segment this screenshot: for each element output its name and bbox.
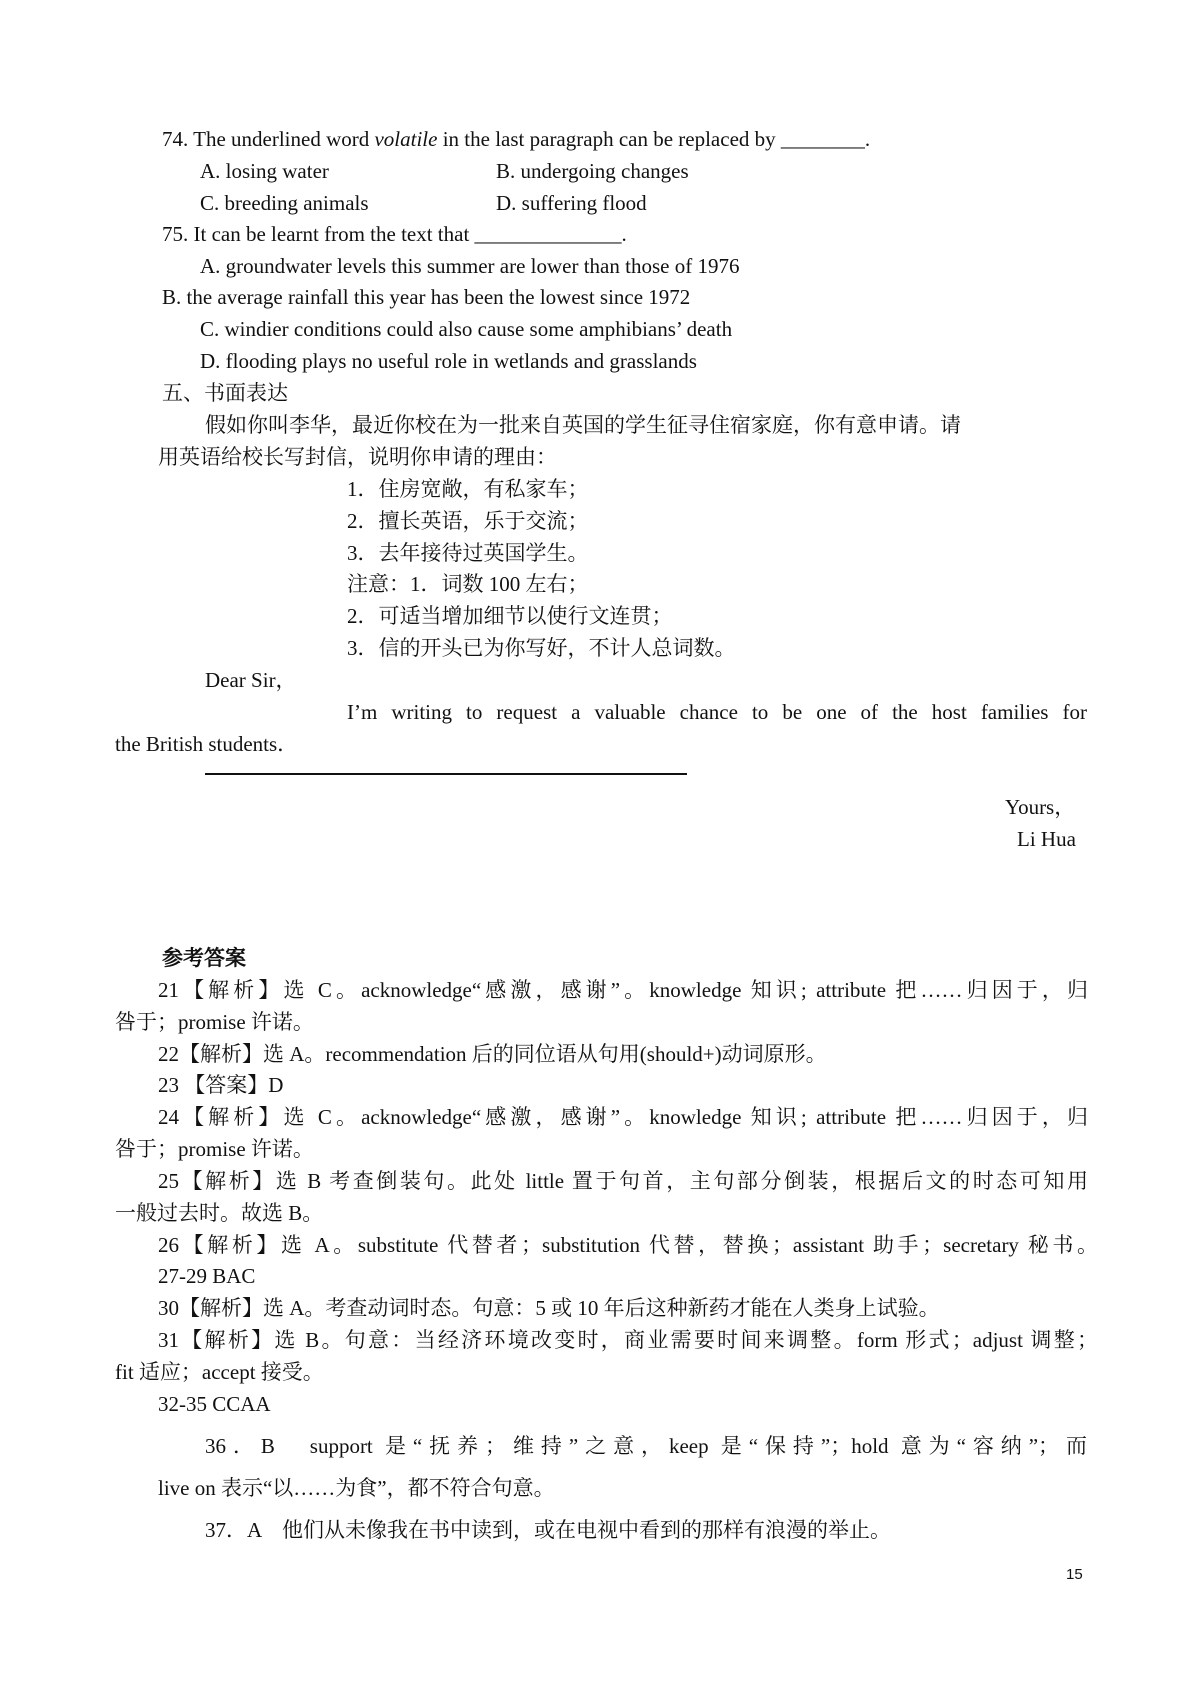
q74-stem-word: volatile (374, 127, 438, 151)
answer-36-line1: 36．B support 是“抚养；维持”之意，keep 是“保持”；hold 意为“容纳”；而 (205, 1434, 1087, 1458)
answer-31-line1: 31【解析】选 B。句意：当经济环境改变时，商业需要时间来调整。form 形式；adjust 调整； (158, 1328, 1098, 1352)
letter-opening-line1: I’m writing to request a valuable chance to be one of the host families for (347, 700, 1087, 724)
q74-stem-before: 74. The underlined word (162, 127, 375, 151)
q74-stem (162, 125, 870, 153)
writing-reason-1: 1．住房宽敞，有私家车； (347, 477, 589, 501)
answer-22: 22【解析】选 A。recommendation 后的同位语从句用(should+)动词原形。 (158, 1042, 827, 1066)
answer-37: 37．A 他们从未像我在书中读到，或在电视中看到的那样有浪漫的举止。 (205, 1518, 892, 1542)
q75-option-c: C. windier conditions could also cause some amphibians’ death (200, 317, 733, 341)
writing-note-3: 3．信的开头已为你写好，不计人总词数。 (347, 636, 736, 660)
answer-23: 23 【答案】D (158, 1073, 284, 1097)
letter-signature: Li Hua (1017, 827, 1076, 851)
q74-option-b: B. undergoing changes (496, 159, 689, 183)
answer-25-line1: 25【解析】选 B 考查倒装句。此处 little 置于句首，主句部分倒装，根据后文的时态可知用 (158, 1169, 1088, 1193)
answer-24-line1: 24【解析】选 C。acknowledge“感激，感谢”。knowledge 知识; attribute 把……归因于，归 (158, 1105, 1088, 1129)
answer-24-line2: 咎于；promise 许诺。 (115, 1137, 314, 1161)
writing-note-1: 注意：1．词数 100 左右； (347, 572, 589, 596)
letter-salutation: Dear Sir， (205, 668, 297, 692)
answer-21-line2: 咎于；promise 许诺。 (115, 1010, 314, 1034)
answer-21-line1: 21【解析】选 C。acknowledge“感激，感谢”。knowledge 知识; attribute 把……归因于，归 (158, 978, 1088, 1002)
q75-stem: 75. It can be learnt from the text that ______________. (162, 222, 627, 246)
q74-stem-after: in the last paragraph can be replaced by ________. (437, 127, 871, 151)
q74-option-a: A. losing water (200, 159, 329, 183)
page-number: 15 (1066, 1566, 1083, 1583)
q75-option-d: D. flooding plays no useful role in wetlands and grasslands (200, 349, 697, 373)
answer-31-line2: fit 适应；accept 接受。 (115, 1360, 324, 1384)
q74-option-c: C. breeding animals (200, 191, 369, 215)
writing-prompt-line2: 用英语给校长写封信，说明你申请的理由： (158, 445, 557, 469)
answer-32-35: 32-35 CCAA (158, 1392, 271, 1416)
q75-option-b: B. the average rainfall this year has been the lowest since 1972 (162, 285, 691, 309)
writing-reason-2: 2．擅长英语，乐于交流； (347, 509, 589, 533)
q75-option-a: A. groundwater levels this summer are lower than those of 1976 (200, 254, 740, 278)
writing-section-title: 五、书面表达 (162, 381, 288, 405)
letter-closing: Yours， (1005, 795, 1076, 819)
answer-36-line2: live on 表示“以……为食”，都不符合句意。 (158, 1476, 555, 1500)
writing-blank-line (205, 773, 687, 775)
writing-reason-3: 3．去年接待过英国学生。 (347, 541, 589, 565)
letter-opening-line2: the British students． (115, 732, 299, 756)
answer-25-line2: 一般过去时。故选 B。 (115, 1201, 324, 1225)
q74-option-d: D. suffering flood (496, 191, 647, 215)
answer-27-29: 27-29 BAC (158, 1264, 256, 1288)
writing-note-2: 2．可适当增加细节以使行文连贯； (347, 604, 673, 628)
writing-prompt-line1: 假如你叫李华，最近你校在为一批来自英国的学生征寻住宿家庭，你有意申请。请 (205, 413, 961, 437)
answer-26: 26【解析】选 A。substitute 代替者；substitution 代替，替换；assistant 助手；secretary 秘书。 (158, 1233, 1098, 1257)
answers-title: 参考答案 (162, 946, 246, 970)
answer-30: 30【解析】选 A。考查动词时态。句意：5 或 10 年后这种新药才能在人类身上试验。 (158, 1296, 940, 1320)
